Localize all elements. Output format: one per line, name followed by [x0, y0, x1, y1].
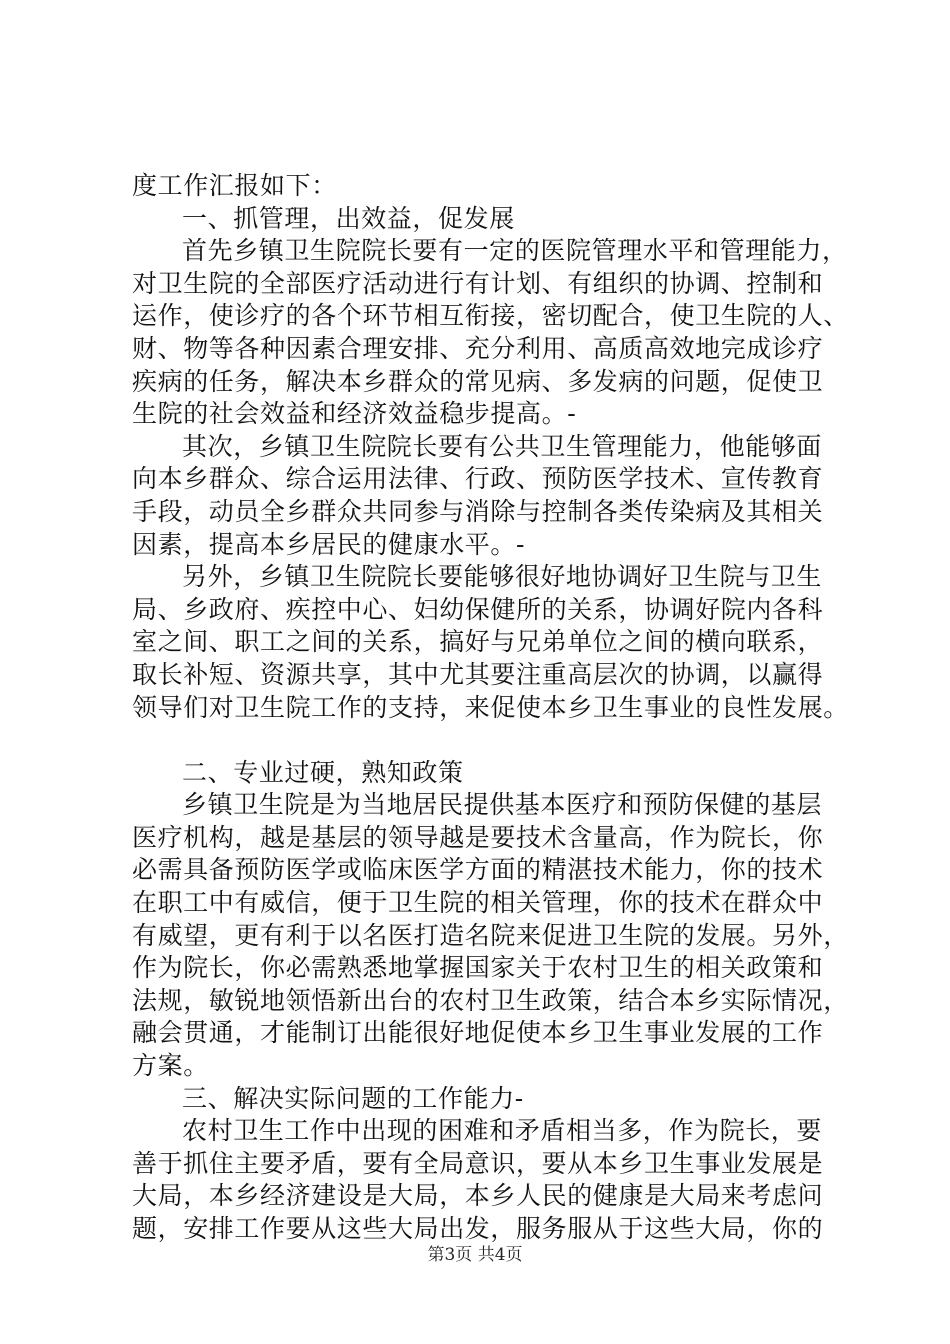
text-line: 有威望，更有利于以名医打造名院来促进卫生院的发展。另外，: [132, 920, 849, 950]
text-line: 方案。: [132, 1051, 209, 1081]
page-footer: 第3页 共4页: [427, 1245, 523, 1265]
text-line: 对卫生院的全部医疗活动进行有计划、有组织的协调、控制和: [132, 268, 824, 298]
text-line: 作为院长，你必需熟悉地掌握国家关于农村卫生的相关政策和: [132, 953, 824, 983]
text-line: 大局，本乡经济建设是大局，本乡人民的健康是大局来考虑问: [132, 1181, 824, 1211]
text-line: 领导们对卫生院工作的支持，来促使本乡卫生事业的良性发展。: [132, 692, 849, 722]
text-line: 题，安排工作要从这些大局出发，服务服从于这些大局，你的: [132, 1214, 824, 1243]
text-line: 必需具备预防医学或临床医学方面的精湛技术能力，你的技术: [132, 855, 824, 885]
text-line: 其次，乡镇卫生院院长要有公共卫生管理能力，他能够面: [182, 431, 823, 461]
text-line: 度工作汇报如下：: [132, 171, 337, 200]
text-line: 运作，使诊疗的各个环节相互衔接，密切配合，使卫生院的人、: [132, 301, 849, 331]
text-line: 局、乡政府、疾控中心、妇幼保健所的关系，协调好院内各科: [132, 594, 824, 624]
document-body: [132, 170, 862, 1246]
text-line: 法规，敏锐地领悟新出台的农村卫生政策，结合本乡实际情况，: [132, 985, 849, 1015]
text-line: 财、物等各种因素合理安排、充分利用、高质高效地完成诊疗: [132, 333, 824, 363]
text-line: 取长补短、资源共享，其中尤其要注重高层次的协调，以赢得: [132, 659, 824, 689]
text-line: 手段，动员全乡群众共同参与消除与控制各类传染病及其相关: [132, 496, 824, 526]
text-line: 一、抓管理，出效益，促发展: [182, 203, 515, 233]
text-line: 室之间、职工之间的关系，搞好与兄弟单位之间的横向联系，: [132, 627, 824, 657]
text-line: 因素，提高本乡居民的健康水平。-: [132, 529, 526, 559]
text-line: 首先乡镇卫生院院长要有一定的医院管理水平和管理能力，: [182, 236, 848, 266]
text-line: 乡镇卫生院是为当地居民提供基本医疗和预防保健的基层: [182, 790, 823, 820]
text-line: 生院的社会效益和经济效益稳步提高。-: [132, 399, 577, 429]
blank-line: [132, 724, 862, 757]
text-line: 医疗机构，越是基层的领导越是要技术含量高，作为院长，你: [132, 822, 824, 852]
text-line: 在职工中有威信，便于卫生院的相关管理，你的技术在群众中: [132, 888, 824, 918]
text-line: 农村卫生工作中出现的困难和矛盾相当多，作为院长，要: [182, 1116, 823, 1146]
text-line: 善于抓住主要矛盾，要有全局意识，要从本乡卫生事业发展是: [132, 1148, 824, 1178]
text-line: 三、解决实际问题的工作能力-: [182, 1083, 524, 1113]
text-line: 向本乡群众、综合运用法律、行政、预防医学技术、宣传教育: [132, 464, 824, 494]
text-line: 融会贯通，才能制订出能很好地促使本乡卫生事业发展的工作: [132, 1018, 824, 1048]
text-line: 二、专业过硬，熟知政策: [182, 757, 464, 787]
text-line: 另外，乡镇卫生院院长要能够很好地协调好卫生院与卫生: [182, 562, 823, 592]
text-line: 疾病的任务，解决本乡群众的常见病、多发病的问题，促使卫: [132, 366, 824, 396]
